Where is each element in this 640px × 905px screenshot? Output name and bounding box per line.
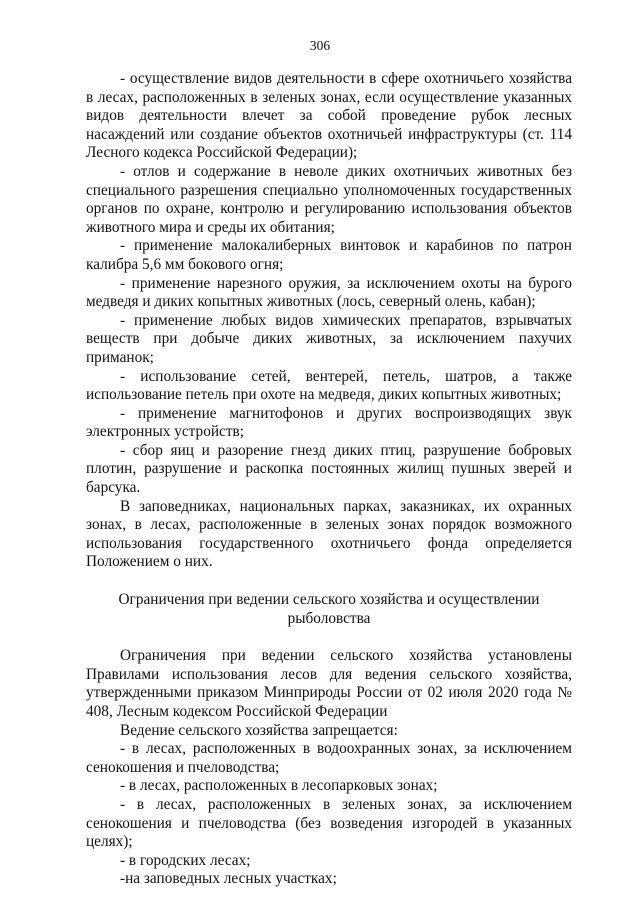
agriculture-intro-paragraph: Ограничения при ведении сельского хозяйства установлены Правилами использования лесов для ведения сельского хозяйства, утвержденными приказом Минприроды России от 02 июля 2020 года № 408, Лесным кодексом Российской Федерации — [86, 647, 572, 720]
list-item: - использование сетей, вентерей, петель, шатров, а также использование петель при охоте на медведя, диких копытных животных; — [86, 367, 572, 404]
page-body — [86, 70, 572, 889]
list-item: - в городских лесах; — [120, 851, 251, 869]
hunting-restrictions-list — [86, 70, 572, 498]
list-item: - применение магнитофонов и других воспроизводящих звук электронных устройств; — [86, 404, 572, 441]
protected-areas-paragraph: В заповедниках, национальных парках, заказниках, их охранных зонах, в лесах, расположенные в зеленых зонах порядок возможного использования государственного охотничьего фонда определяется Положением о них. — [86, 497, 572, 571]
list-item: -на заповедных лесных участках; — [120, 870, 337, 888]
prohibition-intro: Ведение сельского хозяйства запрещается: — [120, 721, 398, 739]
list-item: - сбор яиц и разорение гнезд диких птиц, разрушение бобровых плотин, разрушение и раскопка постоянных жилищ пушных зверей и барсука. — [86, 441, 572, 497]
list-item: - применение любых видов химических препаратов, взрывчатых веществ при добыче диких животных, за исключением пахучих приманок; — [86, 311, 572, 366]
list-item: - в лесах, расположенных в водоохранных зонах, за исключением сенокошения и пчеловодства; — [86, 740, 572, 776]
list-item: - применение малокалиберных винтовок и карабинов по патрон калибра 5,6 мм бокового огня; — [86, 237, 572, 273]
list-item: - отлов и содержание в неволе диких охотничьих животных без специального разрешения специально уполномоченных государственных органов по охране, контролю и регулированию использования объектов животного мира и среды их обитания; — [86, 162, 572, 236]
list-item: - применение нарезного оружия, за исключением охоты на бурого медведя и диких копытных животных (лось, северный олень, кабан); — [86, 274, 572, 311]
agriculture-prohibitions-list — [86, 740, 572, 889]
section-heading-line: Ограничения при ведении сельского хозяйства и осуществлении — [118, 591, 540, 609]
page-number: 306 — [309, 38, 331, 53]
section-heading-line: рыболовства — [287, 609, 371, 627]
list-item: - в лесах, расположенных в лесопарковых зонах; — [120, 777, 438, 795]
list-item: - в лесах, расположенных в зеленых зонах, за исключением сенокошения и пчеловодства (без возведения изгородей в указанных целях); — [86, 795, 572, 851]
section-heading — [86, 591, 572, 628]
list-item: - осуществление видов деятельности в сфере охотничьего хозяйства в лесах, расположенных в зеленых зонах, если осуществление указанных видов деятельности влечет за собой проведение рубок лесных насаждений или создание объектов охотничьей инфраструктуры (ст. 114 Лесного кодекса Российской Федерации); — [86, 70, 572, 162]
